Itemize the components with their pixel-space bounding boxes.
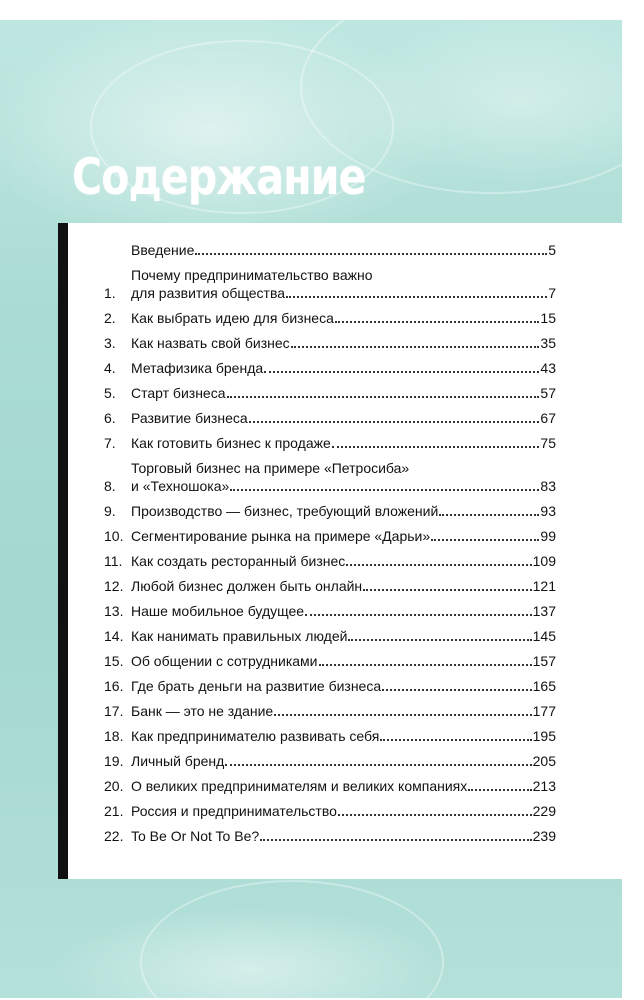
toc-entry[interactable]	[104, 241, 556, 259]
entry-number: 6.	[104, 410, 116, 426]
dot-leader	[363, 588, 531, 591]
entry-body	[131, 334, 556, 352]
entry-page-number: 239	[532, 828, 556, 844]
toc-entry[interactable]	[104, 434, 556, 452]
entry-leader-line	[131, 552, 556, 570]
entry-leader-line	[131, 677, 556, 695]
entry-page-number: 137	[532, 603, 556, 619]
entry-body	[131, 384, 556, 402]
toc-entry[interactable]	[104, 527, 556, 545]
entry-number: 8.	[104, 478, 116, 494]
table-of-contents	[104, 241, 556, 852]
dot-leader	[195, 252, 547, 255]
entry-number: 4.	[104, 360, 116, 376]
dot-leader	[346, 563, 531, 566]
entry-page-number: 7	[548, 285, 556, 301]
entry-body	[131, 502, 556, 520]
toc-entry[interactable]	[104, 334, 556, 352]
entry-body	[131, 552, 556, 570]
entry-leader-line	[131, 409, 556, 427]
entry-title: Как нанимать правильных людей	[131, 628, 348, 644]
entry-leader-line	[131, 309, 556, 327]
toc-entry[interactable]	[104, 384, 556, 402]
entry-number: 22.	[104, 828, 124, 844]
entry-body	[131, 434, 556, 452]
toc-entry[interactable]	[104, 727, 556, 745]
entry-number: 13.	[104, 603, 124, 619]
entry-leader-line	[131, 627, 556, 645]
entry-title: Введение	[131, 242, 195, 258]
entry-title: и «Техношока»	[131, 478, 230, 494]
dot-leader	[291, 345, 540, 348]
entry-body	[131, 241, 556, 259]
page-title: Содержание	[72, 148, 366, 206]
entry-leader-line	[131, 359, 556, 377]
entry-number: 9.	[104, 503, 116, 519]
entry-number: 2.	[104, 310, 116, 326]
dot-leader	[286, 295, 547, 298]
entry-title: Как создать ресторанный бизнес	[131, 553, 346, 569]
toc-entry[interactable]	[104, 827, 556, 845]
entry-leader-line	[131, 727, 556, 745]
entry-leader-line	[131, 827, 556, 845]
entry-page-number: 145	[532, 628, 556, 644]
toc-entry[interactable]	[104, 577, 556, 595]
dot-leader	[380, 738, 531, 741]
entry-page-number: 67	[540, 410, 556, 426]
entry-number: 11.	[104, 553, 123, 569]
entry-title: Где брать деньги на развитие бизнеса	[131, 678, 382, 694]
entry-title: Сегментирование рынка на примере «Дарьи»	[131, 528, 431, 544]
entry-page-number: 83	[540, 478, 556, 494]
toc-entry[interactable]	[104, 752, 556, 770]
entry-page-number: 213	[532, 778, 556, 794]
dot-leader	[319, 663, 532, 666]
entry-body	[131, 527, 556, 545]
toc-entry[interactable]	[104, 502, 556, 520]
entry-page-number: 229	[532, 803, 556, 819]
entry-body	[131, 752, 556, 770]
entry-page-number: 165	[532, 678, 556, 694]
entry-page-number: 75	[540, 435, 556, 451]
entry-title: Производство — бизнес, требующий вложений	[131, 503, 439, 519]
entry-leader-line	[131, 602, 556, 620]
entry-number: 14.	[104, 628, 124, 644]
dot-leader	[260, 838, 532, 841]
entry-page-number: 15	[540, 310, 556, 326]
entry-page-number: 195	[532, 728, 556, 744]
entry-page-number: 5	[548, 242, 556, 258]
dot-leader	[264, 370, 539, 373]
entry-leader-line	[131, 777, 556, 795]
entry-leader-line	[131, 577, 556, 595]
entry-number: 15.	[104, 653, 124, 669]
entry-body	[131, 827, 556, 845]
toc-entry[interactable]	[104, 702, 556, 720]
entry-page-number: 57	[540, 385, 556, 401]
entry-number: 12.	[104, 578, 124, 594]
entry-leader-line	[131, 384, 556, 402]
entry-title: Любой бизнес должен быть онлайн	[131, 578, 363, 594]
entry-number: 7.	[104, 435, 116, 451]
entry-page-number: 121	[532, 578, 556, 594]
dot-leader	[274, 713, 531, 716]
dot-leader	[227, 395, 540, 398]
toc-entry[interactable]	[104, 359, 556, 377]
toc-entry[interactable]	[104, 777, 556, 795]
entry-title: Об общении с сотрудниками	[131, 653, 318, 669]
entry-number: 10.	[104, 528, 124, 544]
entry-body	[131, 359, 556, 377]
entry-number: 3.	[104, 335, 116, 351]
dot-leader	[382, 688, 532, 691]
entry-number: 17.	[104, 703, 124, 719]
entry-page-number: 157	[532, 653, 556, 669]
entry-leader-line	[131, 334, 556, 352]
entry-page-number: 205	[532, 753, 556, 769]
entry-body	[131, 459, 556, 495]
dot-leader	[431, 538, 539, 541]
entry-leader-line	[131, 502, 556, 520]
entry-body	[131, 777, 556, 795]
toc-entry[interactable]	[104, 602, 556, 620]
entry-leader-line	[131, 284, 556, 302]
entry-title: Наше мобильное будущее	[131, 603, 305, 619]
toc-entry[interactable]	[104, 627, 556, 645]
dot-leader	[439, 513, 539, 516]
entry-number: 16.	[104, 678, 124, 694]
entry-page-number: 35	[540, 335, 556, 351]
entry-page-number: 43	[540, 360, 556, 376]
page-background	[0, 20, 622, 998]
entry-leader-line	[131, 241, 556, 259]
entry-page-number: 109	[532, 553, 556, 569]
toc-entry[interactable]	[104, 677, 556, 695]
entry-leader-line	[131, 652, 556, 670]
entry-page-number: 93	[540, 503, 556, 519]
entry-page-number: 99	[540, 528, 556, 544]
entry-body	[131, 409, 556, 427]
entry-body	[131, 727, 556, 745]
entry-title: Банк — это не здание	[131, 703, 274, 719]
entry-number: 20.	[104, 778, 124, 794]
entry-body	[131, 652, 556, 670]
entry-leader-line	[131, 527, 556, 545]
entry-body	[131, 677, 556, 695]
entry-title-first-line: Торговый бизнес на примере «Петросиба»	[131, 460, 410, 476]
entry-leader-line	[131, 752, 556, 770]
toc-entry[interactable]	[104, 802, 556, 820]
toc-entry[interactable]	[104, 459, 556, 495]
entry-number: 5.	[104, 385, 116, 401]
entry-title: Развитие бизнеса	[131, 410, 248, 426]
toc-panel	[58, 223, 622, 879]
dot-leader	[335, 320, 540, 323]
toc-entry[interactable]	[104, 309, 556, 327]
entry-title: Старт бизнеса	[131, 385, 226, 401]
entry-title: Как предпринимателю развивать себя	[131, 728, 380, 744]
entry-page-number: 177	[532, 703, 556, 719]
entry-body	[131, 627, 556, 645]
entry-title: Россия и предпринимательство	[131, 803, 337, 819]
entry-title: О великих предпринимателям и великих компаниях	[131, 778, 468, 794]
entry-number: 1.	[104, 285, 116, 301]
entry-body	[131, 266, 556, 302]
entry-body	[131, 602, 556, 620]
dot-leader	[348, 638, 531, 641]
entry-body	[131, 577, 556, 595]
entry-body	[131, 309, 556, 327]
entry-title-first-line: Почему предпринимательство важно	[131, 267, 373, 283]
dot-leader	[332, 445, 540, 448]
entry-title: Как назвать свой бизнес	[131, 335, 290, 351]
entry-leader-line	[131, 702, 556, 720]
dot-leader	[225, 763, 531, 766]
entry-title: для развития общества	[131, 285, 286, 301]
dot-leader	[338, 813, 532, 816]
entry-title: Как готовить бизнес к продаже	[131, 435, 331, 451]
entry-leader-line	[131, 434, 556, 452]
entry-number: 19.	[104, 753, 124, 769]
entry-leader-line	[131, 802, 556, 820]
dot-leader	[249, 420, 540, 423]
entry-body	[131, 802, 556, 820]
entry-title: Как выбрать идею для бизнеса	[131, 310, 334, 326]
toc-entry[interactable]	[104, 409, 556, 427]
entry-title: Личный бренд	[131, 753, 225, 769]
entry-number: 18.	[104, 728, 124, 744]
toc-entry[interactable]	[104, 652, 556, 670]
dot-leader	[468, 788, 531, 791]
entry-body	[131, 702, 556, 720]
toc-entry[interactable]	[104, 552, 556, 570]
decorative-swirl	[140, 880, 444, 998]
entry-leader-line	[131, 477, 556, 495]
entry-number: 21.	[104, 803, 124, 819]
toc-entry[interactable]	[104, 266, 556, 302]
entry-title: To Be Or Not To Be?	[131, 828, 260, 844]
entry-title: Метафизика бренда	[131, 360, 264, 376]
dot-leader	[305, 613, 532, 616]
dot-leader	[230, 488, 539, 491]
